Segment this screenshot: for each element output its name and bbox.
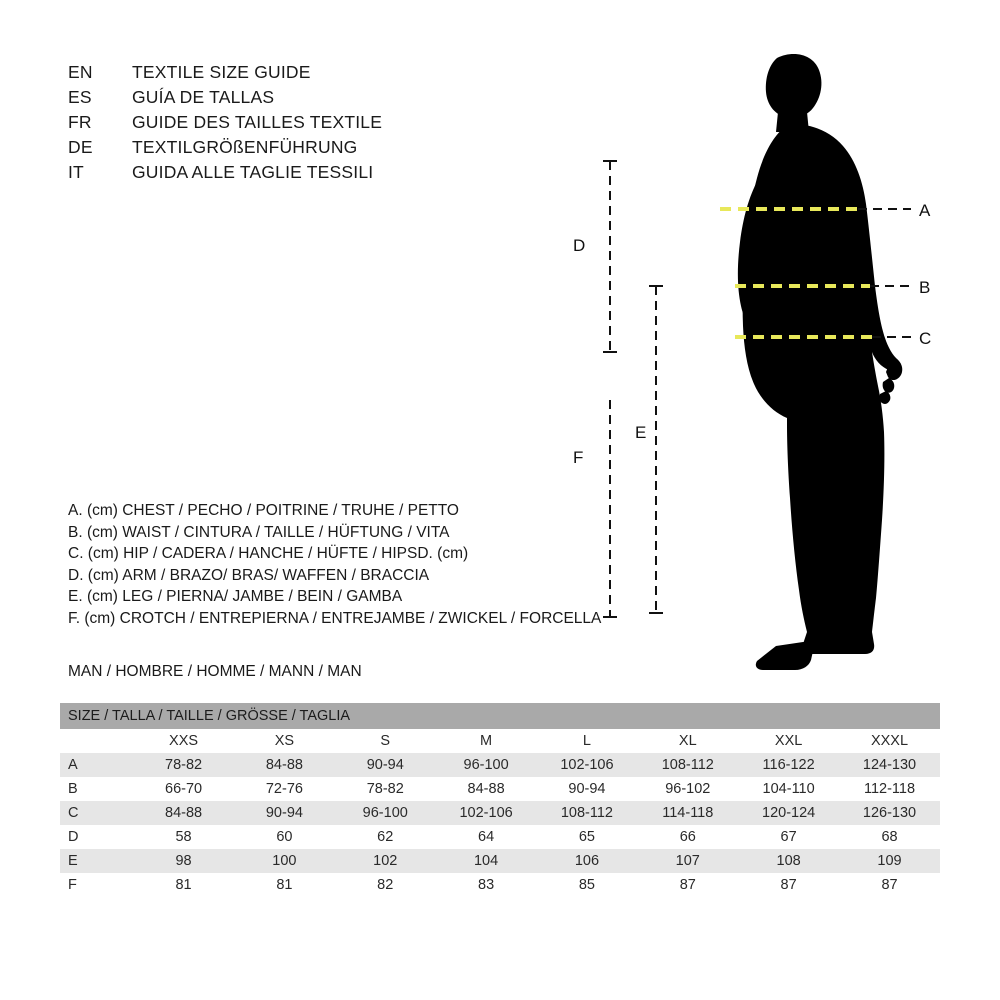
legend-row-f: F. (cm) CROTCH / ENTREPIERNA / ENTREJAMBE / ZWICKEL / FORCELLA [68,609,602,627]
column-xxs: XXS [133,729,234,753]
cell-b-m: 84-88 [436,777,537,801]
title-row [68,112,382,137]
cell-d-l: 65 [537,825,638,849]
title-text-en: TEXTILE SIZE GUIDE [132,62,311,82]
marker-label-b: B [919,278,931,297]
cell-b-xxxl: 112-118 [839,777,940,801]
cell-f-l: 85 [537,873,638,897]
cell-e-xs: 100 [234,849,335,873]
cell-a-xxxl: 124-130 [839,753,940,777]
table-row [60,753,940,777]
cell-f-xxs: 81 [133,873,234,897]
table-row [60,801,940,825]
marker-label-c: C [919,329,932,348]
column-l: L [537,729,638,753]
column-s: S [335,729,436,753]
cell-c-l: 108-112 [537,801,638,825]
legend-row-d: D. (cm) ARM / BRAZO/ BRAS/ WAFFEN / BRACCIA [68,566,430,584]
title-row [68,87,382,112]
cell-c-xl: 114-118 [637,801,738,825]
cell-b-l: 90-94 [537,777,638,801]
cell-c-xxs: 84-88 [133,801,234,825]
cell-d-xl: 66 [637,825,738,849]
cell-a-l: 102-106 [537,753,638,777]
title-row [68,162,382,187]
cell-b-xl: 96-102 [637,777,738,801]
man-silhouette-icon [738,54,902,670]
cell-e-l: 106 [537,849,638,873]
cell-c-m: 102-106 [436,801,537,825]
table-row [60,873,940,897]
cell-c-xs: 90-94 [234,801,335,825]
title-lang-it: IT [68,162,84,182]
cell-c-s: 96-100 [335,801,436,825]
cell-f-s: 82 [335,873,436,897]
title-lang-es: ES [68,87,92,107]
cell-e-xxl: 108 [738,849,839,873]
cell-a-m: 96-100 [436,753,537,777]
cell-b-xs: 72-76 [234,777,335,801]
cell-b-s: 78-82 [335,777,436,801]
marker-label-d: D [573,236,586,255]
column-xs: XS [234,729,335,753]
table-header-label: SIZE / TALLA / TAILLE / GRÖSSE / TAGLIA [60,703,940,729]
title-lang-en: EN [68,62,93,82]
cell-f-m: 83 [436,873,537,897]
cell-d-s: 62 [335,825,436,849]
cell-a-xs: 84-88 [234,753,335,777]
cell-e-xl: 107 [637,849,738,873]
table-row [60,849,940,873]
cell-f-xxl: 87 [738,873,839,897]
column-xxxl: XXXL [839,729,940,753]
row-label-e: E [60,849,133,873]
title-block [68,62,382,187]
gender-label: MAN / HOMBRE / HOMME / MANN / MAN [68,663,362,680]
cell-f-xxxl: 87 [839,873,940,897]
cell-a-s: 90-94 [335,753,436,777]
marker-label-f: F [573,448,584,467]
column-m: M [436,729,537,753]
legend-row-e: E. (cm) LEG / PIERNA/ JAMBE / BEIN / GAMBA [68,588,403,605]
legend-row-a: A. (cm) CHEST / PECHO / POITRINE / TRUHE / PETTO [68,502,459,519]
cell-c-xxl: 120-124 [738,801,839,825]
column-xxl: XXL [738,729,839,753]
title-text-fr: GUIDE DES TAILLES TEXTILE [132,112,383,132]
size-table [60,703,940,897]
cell-a-xl: 108-112 [637,753,738,777]
cell-e-m: 104 [436,849,537,873]
marker-label-a: A [919,201,931,220]
cell-f-xl: 87 [637,873,738,897]
title-row [68,137,382,162]
title-text-it: GUIDA ALLE TAGLIE TESSILI [132,162,374,182]
legend-block [68,500,601,629]
marker-label-e: E [635,423,647,442]
table-column-row [60,729,940,753]
table-header-row [60,703,940,729]
title-text-de: TEXTILGRÖßENFÜHRUNG [132,137,358,157]
cell-d-xs: 60 [234,825,335,849]
cell-d-m: 64 [436,825,537,849]
row-label-a: A [60,753,133,777]
cell-a-xxs: 78-82 [133,753,234,777]
cell-d-xxxl: 68 [839,825,940,849]
title-lang-de: DE [68,137,93,157]
title-lang-fr: FR [68,112,92,132]
row-label-f: F [60,873,133,897]
legend-row-c: C. (cm) HIP / CADERA / HANCHE / HÜFTE / HIPSD. (cm) [68,545,469,562]
cell-c-xxxl: 126-130 [839,801,940,825]
table-row [60,825,940,849]
row-label-d: D [60,825,133,849]
cell-f-xs: 81 [234,873,335,897]
table-row [60,777,940,801]
row-label-c: C [60,801,133,825]
title-row [68,62,382,87]
cell-e-s: 102 [335,849,436,873]
cell-a-xxl: 116-122 [738,753,839,777]
column-xl: XL [637,729,738,753]
legend-row-b: B. (cm) WAIST / CINTURA / TAILLE / HÜFTUNG / VITA [68,523,450,541]
cell-b-xxl: 104-110 [738,777,839,801]
leg-dimension-bracket [635,286,663,613]
cell-e-xxxl: 109 [839,849,940,873]
cell-d-xxl: 67 [738,825,839,849]
measurement-diagram [545,20,985,670]
cell-e-xxs: 98 [133,849,234,873]
column-corner [60,729,133,753]
cell-d-xxs: 58 [133,825,234,849]
cell-b-xxs: 66-70 [133,777,234,801]
title-text-es: GUÍA DE TALLAS [132,87,275,107]
arm-dimension-bracket [573,161,617,352]
row-label-b: B [60,777,133,801]
